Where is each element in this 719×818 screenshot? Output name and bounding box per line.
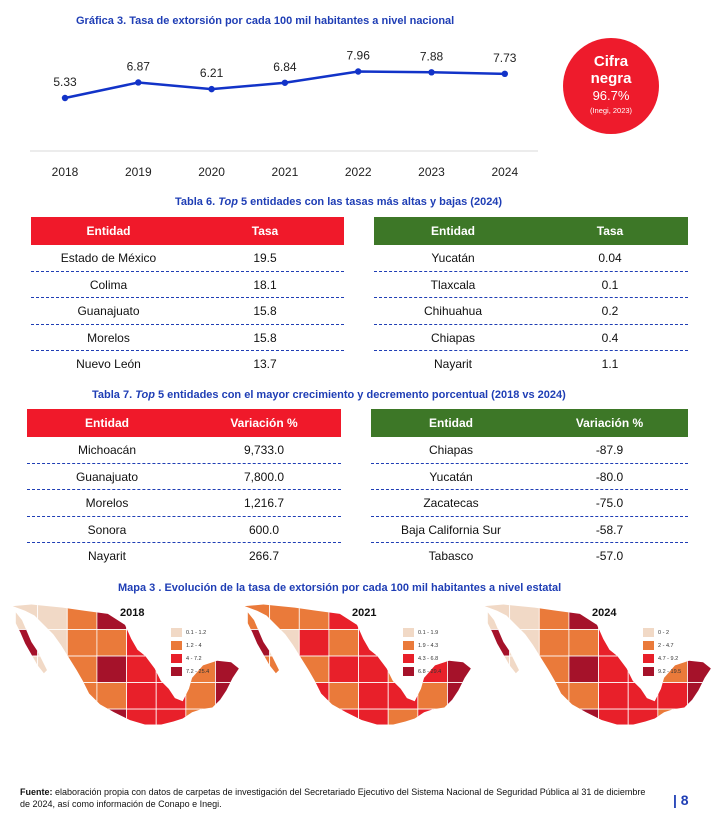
- table-row: [31, 298, 344, 325]
- cell-value: 0.04: [598, 251, 622, 266]
- cell-entity: Chiapas: [428, 443, 474, 458]
- state-region: [8, 709, 38, 736]
- state-region: [418, 683, 448, 710]
- line-chart: [0, 0, 560, 185]
- state-region: [510, 656, 540, 683]
- cell-value: 18.1: [253, 277, 277, 292]
- state-region: [127, 656, 157, 683]
- state-region: [447, 630, 472, 657]
- map-2021: [240, 603, 472, 778]
- cell-value: 1.1: [601, 357, 619, 372]
- state-region: [359, 683, 389, 710]
- state-region: [539, 656, 569, 683]
- state-region: [97, 630, 127, 657]
- legend-label: 7.2 - 25.4: [186, 668, 210, 675]
- state-region: [215, 603, 240, 630]
- data-point: [428, 69, 434, 75]
- legend-item: [171, 626, 209, 639]
- data-label: 6.21: [199, 66, 224, 81]
- state-region: [418, 709, 448, 736]
- state-region: [186, 683, 216, 710]
- table-row: [371, 437, 688, 464]
- cell-entity: Yucatán: [429, 469, 473, 484]
- map-year-label: 2018: [120, 607, 145, 619]
- cell-entity: Chihuahua: [423, 304, 483, 319]
- table-row: [27, 490, 341, 517]
- x-tick-label: 2024: [491, 165, 519, 179]
- state-region: [359, 709, 389, 736]
- state-region: [510, 709, 540, 736]
- state-region: [270, 709, 300, 736]
- data-point: [282, 80, 288, 86]
- table-row: [27, 437, 341, 464]
- state-region: [127, 709, 157, 736]
- chart-title: Gráfica 3. Tasa de extorsión por cada 100 mil habitantes a nivel nacional: [76, 15, 455, 27]
- page-number: | 8: [673, 792, 689, 808]
- cell-value: 266.7: [248, 549, 280, 564]
- cell-entity: Tabasco: [428, 549, 474, 564]
- state-region: [299, 683, 329, 710]
- cell-value: 1,216.7: [243, 496, 285, 511]
- state-region: [97, 656, 127, 683]
- cell-value: 9,733.0: [243, 443, 285, 458]
- state-region: [215, 656, 240, 683]
- cell-entity: Estado de México: [60, 251, 157, 266]
- state-region: [299, 603, 329, 630]
- state-region: [359, 656, 389, 683]
- state-region: [480, 683, 510, 710]
- table-row: [371, 517, 688, 544]
- table-row: [31, 325, 344, 352]
- data-point: [502, 71, 508, 77]
- cell-entity: Chiapas: [430, 330, 476, 345]
- table-row: [31, 351, 344, 378]
- x-tick-label: 2019: [124, 165, 152, 179]
- col-entity: Entidad: [429, 416, 473, 430]
- table-row: [31, 272, 344, 299]
- cell-entity: Zacatecas: [423, 496, 479, 511]
- state-region: [215, 709, 240, 736]
- legend-item: [171, 639, 209, 652]
- col-rate: Tasa: [596, 224, 624, 238]
- state-region: [240, 683, 270, 710]
- legend-item: [403, 652, 441, 665]
- state-region: [329, 709, 359, 736]
- state-region: [447, 683, 472, 710]
- data-label: 7.96: [346, 48, 370, 63]
- table-row: [31, 245, 344, 272]
- data-point: [135, 79, 141, 85]
- table7-title-prefix: Tabla 7.: [92, 389, 136, 401]
- map-year-label: 2024: [592, 607, 617, 619]
- state-region: [628, 709, 658, 736]
- state-region: [329, 683, 359, 710]
- state-region: [299, 656, 329, 683]
- state-region: [67, 683, 97, 710]
- legend-item: [643, 626, 681, 639]
- data-label: 6.84: [273, 59, 297, 74]
- state-region: [480, 630, 510, 657]
- col-variation: Variación %: [230, 416, 298, 430]
- legend-label: 0.1 - 1.9: [418, 629, 439, 636]
- state-region: [38, 630, 68, 657]
- state-region: [97, 709, 127, 736]
- state-region: [569, 656, 599, 683]
- x-tick-label: 2018: [51, 165, 79, 179]
- state-region: [447, 709, 472, 736]
- cell-value: 600.0: [248, 522, 280, 537]
- cell-value: 0.4: [601, 330, 619, 345]
- state-region: [240, 630, 270, 657]
- state-region: [599, 656, 629, 683]
- legend-swatch: [403, 667, 414, 676]
- state-region: [539, 709, 569, 736]
- cell-entity: Michoacán: [77, 443, 137, 458]
- state-region: [539, 603, 569, 630]
- legend-label: 0.1 - 1.2: [186, 629, 207, 636]
- data-point: [62, 95, 68, 101]
- state-region: [156, 683, 186, 710]
- state-region: [8, 603, 38, 630]
- badge-percentage: 96.7%: [592, 88, 630, 103]
- state-region: [539, 683, 569, 710]
- state-region: [8, 683, 38, 710]
- table-row: [374, 272, 688, 299]
- state-region: [510, 603, 540, 630]
- cell-value: -58.7: [595, 522, 624, 537]
- state-region: [270, 683, 300, 710]
- state-region: [569, 630, 599, 657]
- x-tick-label: 2023: [418, 165, 445, 179]
- legend-label: 4.3 - 6.8: [418, 655, 439, 662]
- state-region: [38, 656, 68, 683]
- state-region: [687, 603, 712, 630]
- legend-item: [403, 626, 441, 639]
- legend-item: [643, 665, 681, 678]
- state-region: [270, 603, 300, 630]
- cell-value: 15.8: [253, 304, 277, 319]
- badge-source: (Inegi, 2023): [589, 106, 633, 115]
- table7-title-rest: 5 entidades con el mayor crecimiento y decremento porcentual (2018 vs 2024): [154, 389, 566, 401]
- state-region: [447, 603, 472, 630]
- cell-entity: Nayarit: [433, 357, 472, 372]
- table-row: [27, 543, 341, 570]
- table7-title: [92, 389, 566, 401]
- legend-swatch: [171, 641, 182, 650]
- table6-low: [374, 217, 688, 378]
- badge-line1: Cifra: [593, 53, 629, 70]
- state-region: [8, 630, 38, 657]
- table7-decline: [371, 409, 688, 570]
- table-row: [27, 464, 341, 491]
- legend-swatch: [171, 654, 182, 663]
- table7-decline-header: [371, 409, 688, 437]
- state-region: [97, 683, 127, 710]
- state-region: [687, 630, 712, 657]
- legend-item: [643, 639, 681, 652]
- table6-high: [31, 217, 344, 378]
- cell-value: 13.7: [253, 357, 277, 372]
- state-region: [599, 709, 629, 736]
- legend-swatch: [171, 667, 182, 676]
- x-tick-label: 2021: [271, 165, 299, 179]
- legend-swatch: [403, 641, 414, 650]
- state-region: [186, 709, 216, 736]
- table-row: [371, 543, 688, 570]
- state-region: [388, 683, 418, 710]
- map-legend: [643, 626, 681, 678]
- map-2018: [8, 603, 240, 778]
- cell-entity: Guanajuato: [77, 304, 140, 319]
- state-region: [156, 709, 186, 736]
- state-region: [38, 709, 68, 736]
- table7-title-italic: Top: [135, 389, 155, 401]
- badge-line2: negra: [590, 70, 632, 87]
- legend-label: 2 - 4.7: [658, 642, 674, 649]
- cell-entity: Nayarit: [87, 549, 126, 564]
- state-region: [67, 656, 97, 683]
- state-region: [8, 656, 38, 683]
- data-label: 7.88: [419, 49, 444, 64]
- legend-swatch: [643, 628, 654, 637]
- cell-entity: Tlaxcala: [430, 277, 476, 292]
- state-region: [687, 683, 712, 710]
- state-region: [480, 709, 510, 736]
- legend-swatch: [403, 628, 414, 637]
- state-region: [658, 683, 688, 710]
- table6-title: [175, 196, 502, 208]
- cell-entity: Sonora: [87, 522, 127, 537]
- table-row: [374, 325, 688, 352]
- state-region: [687, 709, 712, 736]
- table7-growth-header: [27, 409, 341, 437]
- legend-label: 4 - 7.2: [186, 655, 202, 662]
- legend-item: [171, 665, 209, 678]
- footer-source: [20, 786, 650, 810]
- state-region: [240, 603, 270, 630]
- legend-item: [403, 639, 441, 652]
- legend-swatch: [171, 628, 182, 637]
- cell-value: 19.5: [253, 251, 277, 266]
- col-entity: Entidad: [431, 224, 475, 238]
- legend-label: 0 - 2: [658, 629, 670, 636]
- state-region: [658, 709, 688, 736]
- state-region: [329, 630, 359, 657]
- state-region: [329, 656, 359, 683]
- legend-label: 1.2 - 4: [186, 642, 202, 649]
- cell-entity: Morelos: [87, 330, 130, 345]
- legend-item: [403, 665, 441, 678]
- legend-swatch: [643, 654, 654, 663]
- state-region: [388, 709, 418, 736]
- state-region: [299, 709, 329, 736]
- table6-high-header: [31, 217, 344, 245]
- map-title: Mapa 3 . Evolución de la tasa de extorsión por cada 100 mil habitantes a nivel estatal: [118, 582, 562, 594]
- state-region: [447, 656, 472, 683]
- cell-entity: Colima: [89, 277, 128, 292]
- state-region: [270, 630, 300, 657]
- state-region: [628, 683, 658, 710]
- cell-value: 0.2: [601, 304, 619, 319]
- state-region: [67, 630, 97, 657]
- map-2024: [480, 603, 712, 778]
- legend-swatch: [643, 667, 654, 676]
- legend-swatch: [403, 654, 414, 663]
- legend-label: 4.7 - 9.2: [658, 655, 679, 662]
- data-label: 5.33: [53, 75, 77, 89]
- state-region: [569, 709, 599, 736]
- legend-label: 9.2 - 19.5: [658, 668, 682, 675]
- table-row: [374, 298, 688, 325]
- cell-entity: Morelos: [85, 496, 129, 511]
- state-region: [569, 683, 599, 710]
- state-region: [38, 683, 68, 710]
- col-rate: Tasa: [251, 224, 279, 238]
- state-region: [240, 709, 270, 736]
- state-region: [510, 683, 540, 710]
- cell-entity: Nuevo León: [76, 357, 141, 372]
- legend-swatch: [643, 641, 654, 650]
- state-region: [687, 656, 712, 683]
- map-year-label: 2021: [352, 607, 377, 619]
- table6-title-prefix: Tabla 6.: [175, 196, 219, 208]
- data-point: [355, 68, 361, 74]
- table6-title-rest: 5 entidades con las tasas más altas y bajas (2024): [237, 196, 503, 208]
- state-region: [539, 630, 569, 657]
- state-region: [215, 683, 240, 710]
- data-label: 6.87: [126, 59, 150, 74]
- table-row: [371, 490, 688, 517]
- state-region: [480, 656, 510, 683]
- legend-label: 6.8 - 29.4: [418, 668, 442, 675]
- cell-entity: Guanajuato: [75, 469, 139, 484]
- cell-value: -80.0: [595, 469, 624, 484]
- state-region: [215, 630, 240, 657]
- legend-label: 1.9 - 4.3: [418, 642, 439, 649]
- table-row: [374, 245, 688, 272]
- cell-value: 15.8: [253, 330, 277, 345]
- x-tick-label: 2020: [198, 165, 225, 179]
- table6-low-header: [374, 217, 688, 245]
- state-region: [67, 709, 97, 736]
- cell-entity: Yucatán: [431, 251, 475, 266]
- x-tick-label: 2022: [344, 165, 372, 179]
- col-variation: Variación %: [575, 416, 644, 430]
- state-region: [67, 603, 97, 630]
- cell-entity: Baja California Sur: [400, 522, 502, 537]
- cell-value: -87.9: [595, 443, 624, 458]
- state-region: [510, 630, 540, 657]
- table7-growth: [27, 409, 341, 570]
- cell-value: 7,800.0: [243, 469, 285, 484]
- state-region: [240, 656, 270, 683]
- map-legend: [171, 626, 209, 678]
- state-region: [480, 603, 510, 630]
- table6-title-italic: Top: [218, 196, 238, 208]
- legend-item: [171, 652, 209, 665]
- table-row: [374, 351, 688, 378]
- col-entity: Entidad: [85, 416, 129, 430]
- table-row: [27, 517, 341, 544]
- state-region: [599, 630, 629, 657]
- col-entity: Entidad: [86, 224, 131, 238]
- state-region: [127, 630, 157, 657]
- state-region: [299, 630, 329, 657]
- footer-label: Fuente:: [20, 787, 53, 797]
- legend-item: [643, 652, 681, 665]
- table-row: [371, 464, 688, 491]
- state-region: [127, 683, 157, 710]
- data-label: 7.73: [493, 50, 517, 65]
- cell-value: 0.1: [601, 277, 619, 292]
- state-region: [38, 603, 68, 630]
- cell-value: -75.0: [595, 496, 624, 511]
- state-region: [270, 656, 300, 683]
- state-region: [359, 630, 389, 657]
- footer-text: elaboración propia con datos de carpetas de investigación del Secretariado Ejecutivo del Sistema Nacional de Seguridad Pública al 31 de diciembre de 2024, así como información de Conapo e Inegi.: [20, 787, 646, 809]
- map-legend: [403, 626, 441, 678]
- state-region: [599, 683, 629, 710]
- cifra-negra-badge: [563, 38, 659, 134]
- data-point: [208, 86, 214, 92]
- cell-value: -57.0: [595, 549, 624, 564]
